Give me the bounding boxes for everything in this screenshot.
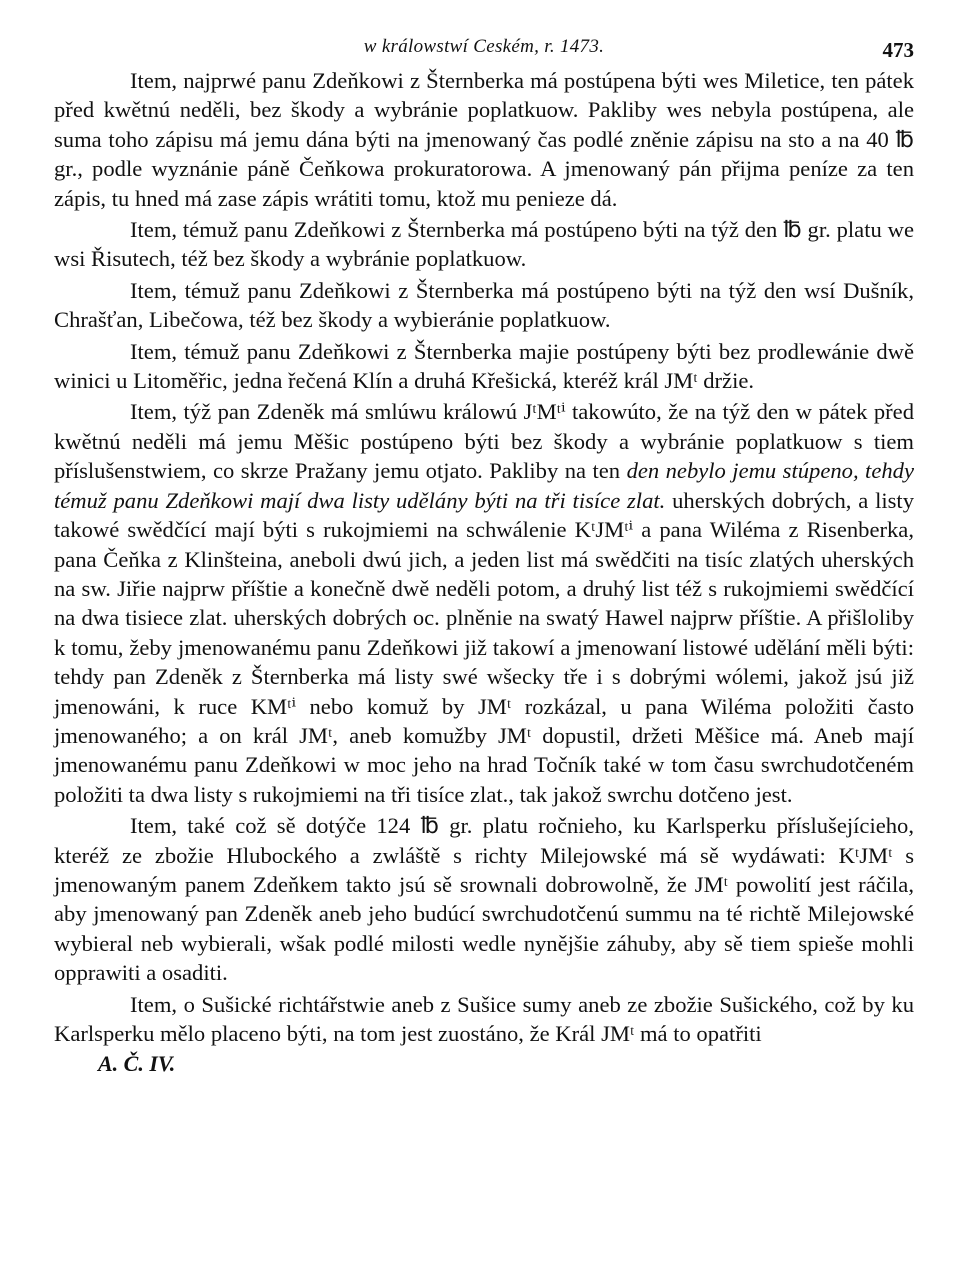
- paragraph-dusnik: Item, témuž panu Zdeňkowi z Šternberka má postúpeno býti na týž den wsí Dušník, Chrašťan, Libečowa, též bez škody a wybieránie poplatkuow.: [54, 277, 914, 333]
- paragraph-risutech: Item, témuž panu Zdeňkowi z Šternberka má postúpeno býti na týž den ℔ gr. platu we wsi Řisutech, též bez škody a wybránie poplatkuow.: [54, 217, 914, 272]
- running-title: w králowstwí Ceském, r. 1473.: [363, 36, 605, 57]
- paragraph-miletice: Item, najprwé panu Zdeňkowi z Šternberka má postúpena býti wes Miletice, ten pátek před kwětnú neděli, bez škody a wybránie poplatkuow. Pakliby wes nebyla postúpena, ale suma toho zápisu má jemu dána býti na jmenowaný čas podlé zněnie zápisu na sto a na 40 ℔ gr., podle wyznánie páně Čeňkowa prokuratorowa. A jmenowaný pán přijma peníze za ten zápis, tu hned má zase zápis wrátiti tomu, ktož mu penieze dá.: [54, 68, 914, 211]
- archive-signature: A. Č. IV.: [98, 1051, 176, 1077]
- paragraph-susice: Item, o Sušické richtářstwie aneb z Sušice sumy aneb ze zbožie Sušického, což by ku Karlsperku mělo placeno býti, na tom jest zuostáno, že Král JMᵗ má to opatřiti: [54, 991, 914, 1046]
- paragraph-mesic-part-b: uherských dobrých, a listy takowé swědčící mají býti s rukojmiemi na schwálenie KᵗJMᵗⁱ a pana Wiléma z Risenberka, pana Čeňka z Klinšteina, aneboli dwú jich, a jeden list má swědčiti na tisíc zlatých uherských na sw. Jiřie najprw příštie a konečně dwě neděli potom, a druhý list též s rukojmiemi swědčící na dwa tisiece zlat. uherských dobrých oc. plněnie na swatý Hawel najprw příštie. A přišloliby k tomu, žeby jmenowanému panu Zdeňkowi již takowí a jmenowaní listowé udělání měli býti: tehdy pan Zdeněk z Šternberka má listy swé wšecky tře i s dobrými wólemi, jakož jsú již jmenowáni, k ruce KMᵗⁱ nebo komuž by JMᵗ rozkázal, u pana Wiléma položiti často jmenowaného; a on král JMᵗ, aneb komužby JMᵗ dopustil, držeti Měšice má. Aneb mají jmenowanému panu Zdeňkowi w moc jeho na hrad Točník také w tom času swrchudotčeném položiti ta dwa listy s rukojmiemi na tři tisíce zlat., tak jakož swrchu dotčeno jest.: [54, 487, 914, 807]
- paragraph-mesic: [54, 397, 914, 809]
- paragraph-karlsperk: Item, také což sě dotýče 124 ℔ gr. platu ročnieho, ku Karlsperku příslušejícieho, kteréž ze zbožie Hlubockého a zwláště s richty Milejowské má sě wydáwati: KᵗJMᵗ s jmenowaným panem Zdeňkem takto jsú sě srownali dobrowolně, že JMᵗ powolití jest ráčila, aby jmenowaný pan Zdeněk aneb jeho budúcí swrchudotčenú summu na té richtě Milejowské wybieral neb wybierali, wšak podlé milosti wedle nynějšie záhuby, aby sě tiem spieše mohli opprawiti a osaditi.: [54, 813, 914, 986]
- paragraph-mesic-part-a: Item, týž pan Zdeněk má smlúwu králowú JᵗMᵗⁱ takowúto, že na týž den w pátek před kwětnú neděli má jemu Měšic postúpeno býti bez škody a wybránie poplatkuow s tiem příslušenstwiem, co skrze Pražany jemu otjato. Pakliby na ten: [54, 399, 914, 484]
- paragraph-mesic-italic: den nebylo jemu stúpeno, tehdy témuž panu Zdeňkowi mají dwa listy udělány býti na tři tisíce zlat.: [54, 458, 914, 513]
- page-header: [54, 30, 914, 66]
- page-body: [54, 66, 914, 1078]
- book-page: [54, 30, 914, 1078]
- paragraph-vineyards: Item, témuž panu Zdeňkowi z Šternberka majie postúpeny býti bez prodlewánie dwě winici u Litoměřic, jedna řečená Klín a druhá Křešická, kteréž král JMᵗ držie.: [54, 338, 914, 394]
- page-number: 473: [882, 38, 914, 62]
